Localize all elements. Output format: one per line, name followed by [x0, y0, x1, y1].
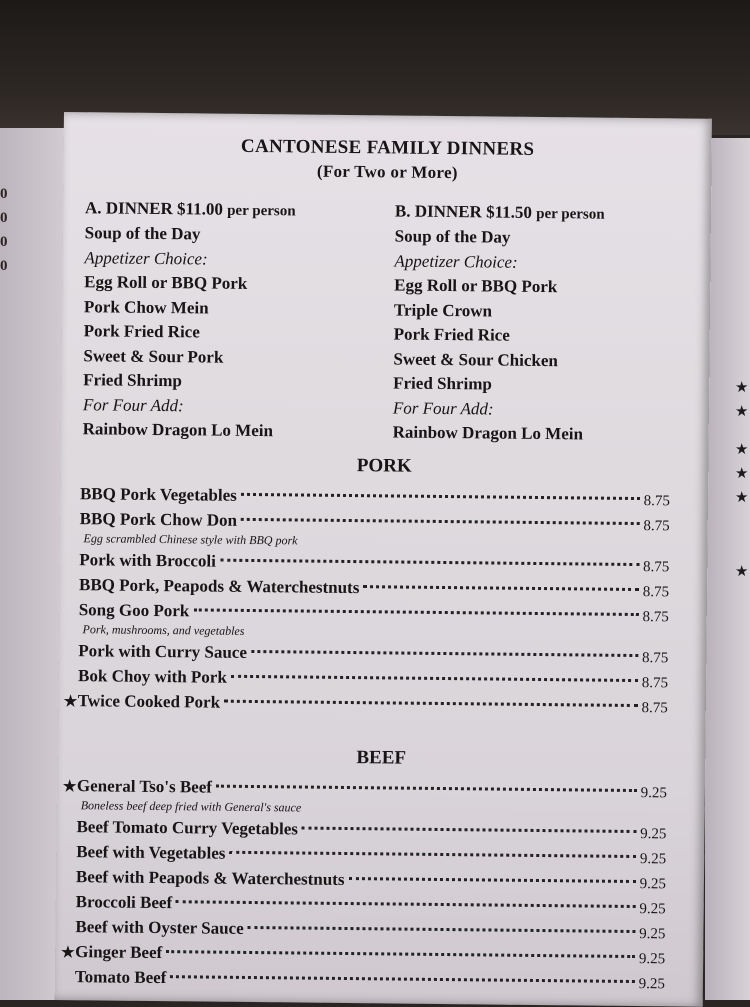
menu-item-name: BBQ Pork Chow Don: [80, 509, 237, 531]
dot-leader: [220, 559, 639, 566]
dinner-line: Egg Roll or BBQ Pork: [394, 273, 684, 301]
dot-leader: [231, 675, 638, 682]
dinner-b-label: B. DINNER $11.50: [395, 201, 532, 221]
menu-item-price: 8.75: [641, 700, 667, 717]
dinner-line: Pork Fried Rice: [84, 319, 374, 347]
menu-item-price: 8.75: [642, 675, 668, 692]
menu-item: [75, 967, 665, 997]
dot-leader: [241, 518, 639, 525]
dinner-line: Pork Chow Mein: [84, 295, 374, 323]
left-page-number: 0: [0, 258, 8, 275]
menu-item-name: Bok Choy with Pork: [78, 666, 227, 688]
menu-item-price: 9.25: [640, 851, 666, 868]
dot-leader: [166, 950, 635, 958]
right-page-edge: [705, 138, 750, 1000]
dinner-a-column: [83, 196, 376, 445]
menu-item-price: 8.75: [643, 518, 669, 535]
left-page-number: 0: [0, 210, 8, 227]
menu-item-price: 9.25: [639, 901, 665, 918]
menu-item-name: Beef Tomato Curry Vegetables: [76, 817, 298, 839]
dinner-line: Rainbow Dragon Lo Mein: [83, 417, 373, 445]
menu-item-price: 9.25: [640, 826, 666, 843]
menu-item-price: 8.75: [643, 584, 669, 601]
menu-item-price: 8.75: [644, 493, 670, 510]
dot-leader: [241, 493, 640, 500]
star-icon: ★: [735, 562, 748, 581]
star-icon: ★: [735, 488, 748, 507]
menu-item-price: 8.75: [643, 559, 669, 576]
star-icon: ★: [735, 378, 748, 397]
dinner-line: Soup of the Day: [395, 224, 685, 252]
page-title: CANTONESE FAMILY DINNERS: [64, 134, 712, 163]
dinner-line: Appetizer Choice:: [84, 246, 374, 274]
dot-leader: [248, 926, 636, 933]
star-icon: ★: [735, 464, 748, 483]
menu-content: [55, 112, 712, 1007]
menu-item: [78, 691, 668, 721]
menu-item-name: General Tso's Beef: [77, 776, 212, 797]
menu-item-name: BBQ Pork Vegetables: [80, 484, 237, 506]
menu-item-description: Boneless beef deep fried with General's sauce: [81, 798, 302, 815]
menu-item-price: 8.75: [642, 650, 668, 667]
left-page-number: 0: [0, 234, 8, 251]
dinner-line: Soup of the Day: [85, 221, 375, 249]
dinner-line: Fried Shrimp: [393, 371, 683, 399]
dinner-line: Triple Crown: [394, 298, 684, 326]
menu-item-name: BBQ Pork, Peapods & Waterchestnuts: [79, 575, 360, 598]
dinner-a-heading: [85, 196, 375, 224]
menu-item-name: Beef with Oyster Sauce: [75, 917, 243, 939]
dot-leader: [229, 851, 636, 858]
dot-leader: [224, 700, 637, 707]
menu-item-description: Pork, mushrooms, and vegetables: [83, 622, 245, 639]
dot-leader: [170, 975, 634, 983]
menu-page: [55, 112, 712, 1007]
menu-item-price: 9.25: [641, 785, 667, 802]
menu-item-price: 9.25: [639, 951, 665, 968]
dinner-line: Rainbow Dragon Lo Mein: [393, 420, 683, 448]
star-icon: ★: [735, 440, 748, 459]
dot-leader: [216, 785, 637, 792]
dot-leader: [193, 608, 638, 616]
page-subtitle: (For Two or More): [63, 159, 711, 186]
menu-item-name: Beef with Vegetables: [76, 842, 225, 864]
menu-item-price: 9.25: [640, 876, 666, 893]
star-icon: ★: [63, 777, 77, 796]
section-title-pork: PORK: [60, 452, 708, 481]
menu-item-name: Pork with Curry Sauce: [78, 641, 247, 663]
star-icon: ★: [735, 402, 748, 421]
dinner-line: Appetizer Choice:: [394, 249, 684, 277]
dinner-b-lines: [393, 224, 685, 448]
dinner-b-heading: [395, 199, 685, 227]
menu-item-price: 8.75: [642, 609, 668, 626]
dinner-line: For Four Add:: [83, 393, 373, 421]
menu-item-name: Broccoli Beef: [76, 892, 173, 913]
dot-leader: [251, 650, 638, 657]
dinner-line: Sweet & Sour Chicken: [393, 347, 683, 375]
dot-leader: [349, 877, 636, 883]
section-title-beef: BEEF: [57, 744, 705, 773]
menu-item-name: Ginger Beef: [75, 942, 162, 963]
menu-item-description: Egg scrambled Chinese style with BBQ pork: [83, 531, 297, 548]
dinner-line: Fried Shrimp: [83, 368, 373, 396]
menu-item-name: Beef with Peapods & Waterchestnuts: [76, 867, 345, 890]
menu-item-price: 9.25: [639, 976, 665, 993]
dot-leader: [176, 900, 635, 908]
dinner-a-lines: [83, 221, 375, 445]
dinner-line: Egg Roll or BBQ Pork: [84, 270, 374, 298]
dinner-b-column: [393, 199, 686, 448]
dinner-a-per: per person: [227, 203, 296, 220]
dot-leader: [302, 827, 636, 834]
dinner-line: Pork Fried Rice: [394, 322, 684, 350]
menu-item-name: Tomato Beef: [75, 967, 167, 988]
dot-leader: [363, 585, 638, 591]
menu-item-name: Song Goo Pork: [79, 600, 190, 621]
menu-item-name: Pork with Broccoli: [79, 550, 216, 571]
star-icon: ★: [61, 943, 75, 962]
dinner-a-label: A. DINNER $11.00: [85, 198, 223, 218]
dinner-line: Sweet & Sour Pork: [83, 344, 373, 372]
star-icon: ★: [64, 692, 78, 711]
menu-item-name: Twice Cooked Pork: [78, 691, 220, 712]
menu-item-price: 9.25: [639, 926, 665, 943]
dinner-b-per: per person: [536, 206, 605, 223]
left-page-number: 0: [0, 186, 8, 203]
dinner-line: For Four Add:: [393, 396, 683, 424]
